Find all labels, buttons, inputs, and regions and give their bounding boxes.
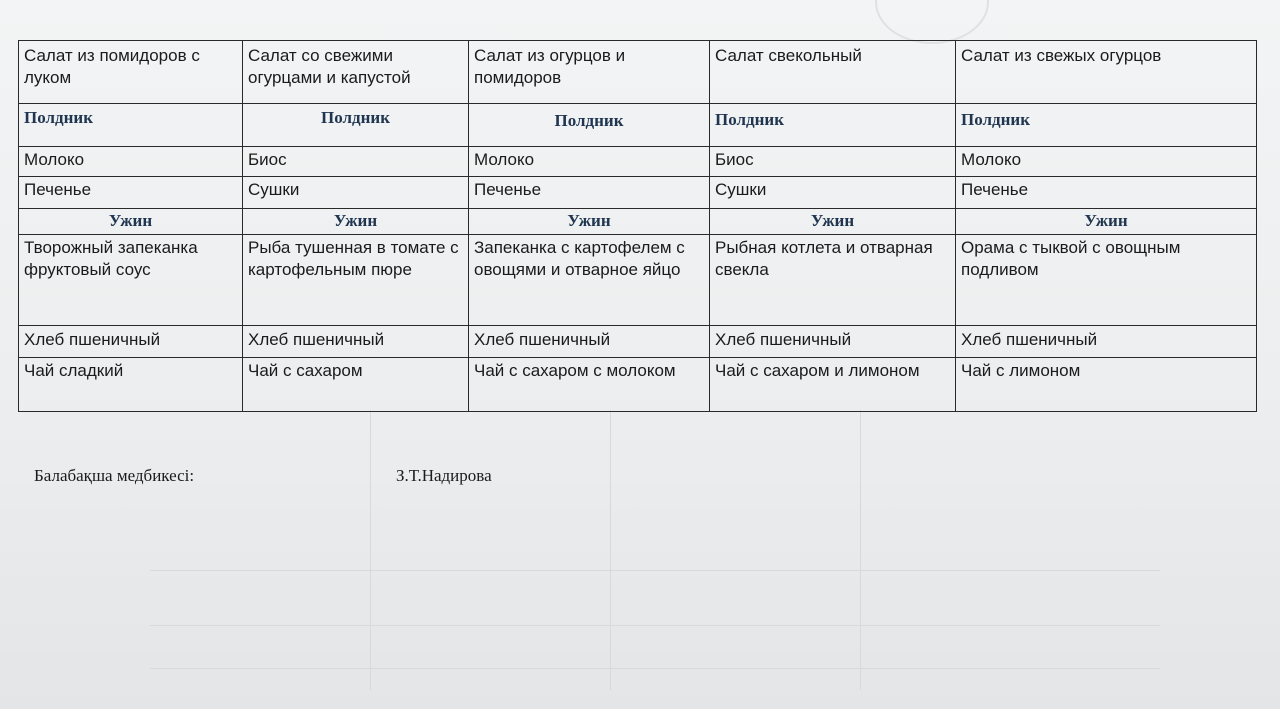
- snack-food-cell: Сушки: [243, 177, 469, 209]
- salad-cell: Салат из помидоров с луком: [19, 41, 243, 104]
- salad-cell: Салат из свежых огурцов: [956, 41, 1257, 104]
- table-row: [19, 209, 1257, 235]
- signature-name: З.Т.Надирова: [396, 466, 492, 485]
- dinner-bread-cell: Хлеб пшеничный: [710, 326, 956, 358]
- table-row: [19, 147, 1257, 177]
- snack-drink-cell: Молоко: [19, 147, 243, 177]
- salad-cell: Салат свекольный: [710, 41, 956, 104]
- snack-heading: Полдник: [243, 104, 469, 147]
- dinner-bread-cell: Хлеб пшеничный: [469, 326, 710, 358]
- snack-drink-cell: Биос: [243, 147, 469, 177]
- dinner-heading: Ужин: [469, 209, 710, 235]
- snack-food-cell: Печенье: [19, 177, 243, 209]
- dinner-main-cell: Запеканка с картофелем с овощями и отварное яйцо: [469, 235, 710, 326]
- table-row: [19, 177, 1257, 209]
- ghost-rule: [150, 625, 1160, 626]
- dinner-heading: Ужин: [19, 209, 243, 235]
- dinner-tea-cell: Чай с сахаром: [243, 358, 469, 412]
- table-row: [19, 326, 1257, 358]
- dinner-heading: Ужин: [956, 209, 1257, 235]
- dinner-main-cell: Рыба тушенная в томате с картофельным пюре: [243, 235, 469, 326]
- dinner-tea-cell: Чай сладкий: [19, 358, 243, 412]
- snack-heading: Полдник: [710, 104, 956, 147]
- ghost-rule: [370, 410, 371, 690]
- dinner-main-cell: Орама с тыквой с овощным подливом: [956, 235, 1257, 326]
- stamp-show-through: [875, 0, 989, 44]
- dinner-bread-cell: Хлеб пшеничный: [243, 326, 469, 358]
- dinner-heading: Ужин: [243, 209, 469, 235]
- dinner-bread-cell: Хлеб пшеничный: [19, 326, 243, 358]
- dinner-heading: Ужин: [710, 209, 956, 235]
- dinner-main-cell: Творожный запеканка фруктовый соус: [19, 235, 243, 326]
- snack-heading: Полдник: [469, 104, 710, 147]
- snack-drink-cell: Биос: [710, 147, 956, 177]
- table-row: [19, 235, 1257, 326]
- dinner-tea-cell: Чай с сахаром и лимоном: [710, 358, 956, 412]
- snack-food-cell: Печенье: [956, 177, 1257, 209]
- snack-drink-cell: Молоко: [469, 147, 710, 177]
- menu-table: [18, 40, 1257, 412]
- salad-cell: Салат со свежими огурцами и капустой: [243, 41, 469, 104]
- salad-cell: Салат из огурцов и помидоров: [469, 41, 710, 104]
- dinner-tea-cell: Чай с сахаром с молоком: [469, 358, 710, 412]
- table-row: [19, 104, 1257, 147]
- snack-heading: Полдник: [956, 104, 1257, 147]
- dinner-tea-cell: Чай с лимоном: [956, 358, 1257, 412]
- snack-food-cell: Печенье: [469, 177, 710, 209]
- signature-label: Балабақша медбикесі:: [34, 466, 195, 485]
- snack-drink-cell: Молоко: [956, 147, 1257, 177]
- snack-food-cell: Сушки: [710, 177, 956, 209]
- ghost-rule: [150, 668, 1160, 669]
- snack-heading: Полдник: [19, 104, 243, 147]
- dinner-bread-cell: Хлеб пшеничный: [956, 326, 1257, 358]
- dinner-main-cell: Рыбная котлета и отварная свекла: [710, 235, 956, 326]
- table-row: [19, 358, 1257, 412]
- ghost-rule: [860, 410, 861, 690]
- table-row: [19, 41, 1257, 104]
- ghost-rule: [150, 570, 1160, 571]
- ghost-rule: [610, 410, 611, 690]
